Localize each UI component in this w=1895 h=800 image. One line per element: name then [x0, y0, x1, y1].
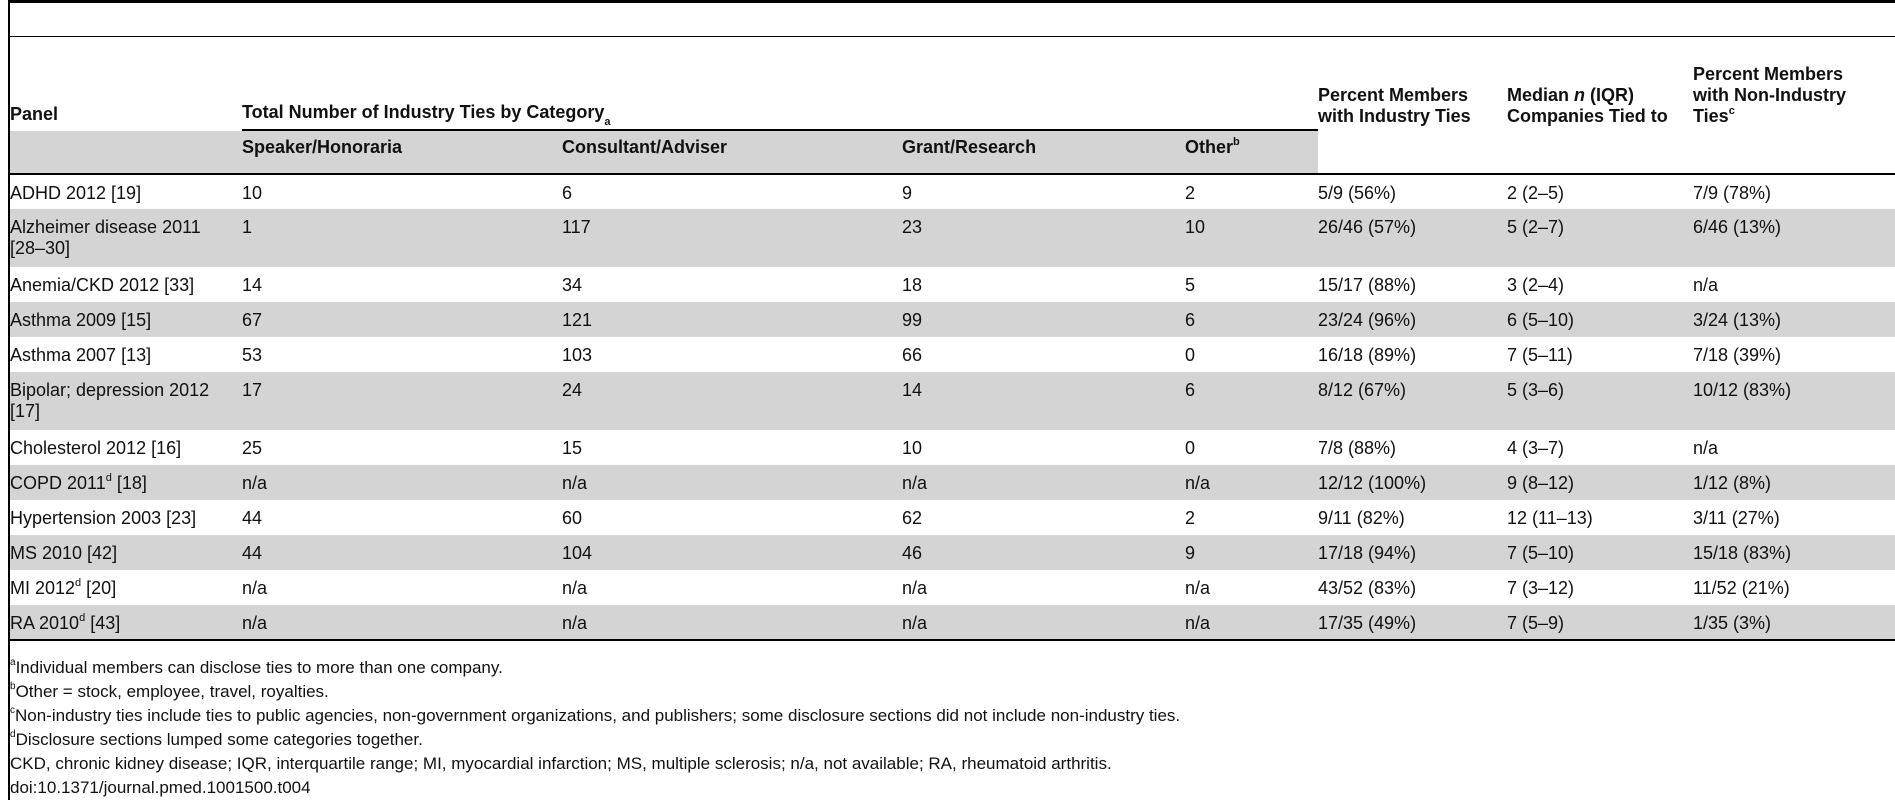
pct-industry-cell: 5/9 (56%): [1318, 183, 1397, 203]
table-row: [10, 174, 1895, 209]
footnote: $^d$Disclosure sections lumped some categories together.: [10, 729, 423, 749]
table-frame: [8, 0, 1895, 800]
consultant-cell: 103: [562, 345, 593, 365]
speaker-cell: n/a: [242, 578, 268, 598]
consultant-cell: n/a: [562, 605, 902, 640]
consultant-cell: 24: [562, 372, 902, 430]
pct-non-industry-cell: 11/52 (21%): [1693, 578, 1790, 598]
panel-cell: Anemia/CKD 2012 [33]: [10, 275, 195, 295]
header-row-1: [10, 37, 1895, 131]
footnote: $^a$Individual members can disclose ties to more than one company.: [10, 657, 503, 677]
pct-non-industry-cell: 3/24 (13%): [1693, 302, 1895, 337]
consultant-header: Consultant/Adviser: [562, 131, 902, 174]
speaker-cell: 25: [242, 438, 263, 458]
header-row-2-blank: [1693, 131, 1895, 174]
panel-cell: Cholesterol 2012 [16]: [10, 438, 182, 458]
header-row-2-blank: [1507, 131, 1693, 174]
pct-industry-cell: 7/8 (88%): [1318, 438, 1397, 458]
grant-cell: 66: [902, 345, 923, 365]
median-cell: 9 (8–12): [1507, 465, 1693, 500]
panel-cell: Asthma 2009 [15]: [10, 302, 242, 337]
grant-cell: 99: [902, 302, 1185, 337]
median-cell: 2 (2–5): [1507, 183, 1565, 203]
panel-cell: Bipolar; depression 2012 [17]: [10, 372, 242, 430]
pct-non-industry-cell: 7/18 (39%): [1693, 345, 1782, 365]
pct-industry-cell: 26/46 (57%): [1318, 209, 1507, 267]
table-row: [10, 337, 1895, 372]
grant-cell: 9: [902, 183, 913, 203]
table-row: [10, 267, 1895, 302]
header-row-2-blank: [1318, 131, 1507, 174]
median-cell: 12 (11–13): [1507, 508, 1593, 528]
other-cell: 0: [1185, 438, 1196, 458]
other-cell: 6: [1185, 372, 1318, 430]
other-header: Other$^b$: [1185, 131, 1318, 174]
table-row: [10, 570, 1895, 605]
pct-non-industry-cell: 3/11 (27%): [1693, 508, 1780, 528]
median-cell: 7 (5–9): [1507, 605, 1693, 640]
consultant-cell: 15: [562, 438, 583, 458]
footnote: $^b$Other = stock, employee, travel, royalties.: [10, 681, 329, 701]
grant-cell: 23: [902, 209, 1185, 267]
consultant-cell: 60: [562, 508, 583, 528]
median-cell: 5 (2–7): [1507, 209, 1693, 267]
pct-industry-cell: 15/17 (88%): [1318, 275, 1417, 295]
median-cell: 7 (3–12): [1507, 578, 1575, 598]
speaker-cell: n/a: [242, 605, 562, 640]
pct-non-industry-cell: 10/12 (83%): [1693, 372, 1895, 430]
median-cell: 6 (5–10): [1507, 302, 1693, 337]
pct-industry-header: Percent Members with Industry Ties: [1318, 85, 1471, 126]
grant-cell: 10: [902, 438, 923, 458]
speaker-cell: 17: [242, 372, 562, 430]
consultant-cell: 121: [562, 302, 902, 337]
footnote: $^c$Non-industry ties include ties to public agencies, non-government organizations, and publishers; some disclosure sections did not include non-industry ties.: [10, 705, 1181, 725]
panel-cell: Hypertension 2003 [23]: [10, 508, 197, 528]
consultant-cell: 117: [562, 209, 902, 267]
pct-industry-cell: 9/11 (82%): [1318, 508, 1405, 528]
table-row: [10, 500, 1895, 535]
grant-cell: 18: [902, 275, 923, 295]
panel-cell: MI 2012$^d$ [20]: [10, 577, 117, 598]
median-header: Median n (IQR) Companies Tied to: [1507, 85, 1668, 126]
pct-non-industry-header: Percent Members with Non-Industry Ties$^c$: [1693, 64, 1846, 126]
speaker-cell: 67: [242, 302, 562, 337]
panel-cell: MS 2010 [42]: [10, 535, 242, 570]
consultant-cell: 104: [562, 535, 902, 570]
pct-non-industry-cell: 1/12 (8%): [1693, 465, 1895, 500]
other-cell: 2: [1185, 183, 1196, 203]
category-group-header: Total Number of Industry Ties by Category $^a$: [242, 37, 1318, 131]
table-row: [10, 430, 1895, 465]
pct-non-industry-cell: 1/35 (3%): [1693, 605, 1895, 640]
pct-industry-cell: 17/18 (94%): [1318, 535, 1507, 570]
median-cell: 7 (5–11): [1507, 345, 1573, 365]
speaker-cell: 53: [242, 345, 263, 365]
table-row: [10, 372, 1895, 430]
top-rule: [10, 0, 1895, 3]
table-row: [10, 605, 1895, 640]
pct-industry-cell: 17/35 (49%): [1318, 605, 1507, 640]
pct-industry-cell: 16/18 (89%): [1318, 345, 1417, 365]
speaker-cell: 10: [242, 183, 263, 203]
speaker-cell: 44: [242, 535, 562, 570]
pct-non-industry-cell: n/a: [1693, 275, 1719, 295]
speaker-cell: 44: [242, 508, 263, 528]
other-cell: n/a: [1185, 578, 1211, 598]
other-cell: n/a: [1185, 465, 1318, 500]
header-row-2: [10, 131, 1895, 174]
median-cell: 7 (5–10): [1507, 535, 1693, 570]
table-footnotes: [10, 656, 1810, 800]
grant-cell: n/a: [902, 578, 928, 598]
pct-non-industry-cell: 15/18 (83%): [1693, 535, 1895, 570]
grant-header: Grant/Research: [902, 131, 1185, 174]
pct-non-industry-cell: 7/9 (78%): [1693, 183, 1772, 203]
other-cell: 9: [1185, 535, 1318, 570]
pct-industry-cell: 8/12 (67%): [1318, 372, 1507, 430]
speaker-cell: 1: [242, 209, 562, 267]
pct-industry-cell: 23/24 (96%): [1318, 302, 1507, 337]
panel-cell: COPD 2011$^d$ [18]: [10, 465, 242, 500]
panel-cell: ADHD 2012 [19]: [10, 183, 142, 203]
median-cell: 3 (2–4): [1507, 275, 1565, 295]
table-row: [10, 535, 1895, 570]
header-row-2-blank: [10, 131, 242, 174]
speaker-cell: n/a: [242, 465, 562, 500]
abbreviations-note: CKD, chronic kidney disease; IQR, interquartile range; MI, myocardial infarction; MS, multiple sclerosis; n/a, not available; RA, rheumatoid arthritis.: [10, 754, 1112, 773]
table-row: [10, 465, 1895, 500]
pct-non-industry-cell: n/a: [1693, 438, 1719, 458]
median-cell: 4 (3–7): [1507, 438, 1565, 458]
pct-non-industry-cell: 6/46 (13%): [1693, 209, 1895, 267]
consultant-cell: 34: [562, 275, 583, 295]
industry-ties-table: [10, 37, 1895, 641]
consultant-cell: n/a: [562, 578, 588, 598]
panel-header: Panel: [10, 104, 59, 124]
other-cell: 5: [1185, 275, 1196, 295]
doi-note: doi:10.1371/journal.pmed.1001500.t004: [10, 778, 311, 797]
table-row: [10, 209, 1895, 267]
consultant-cell: n/a: [562, 465, 902, 500]
table-row: [10, 302, 1895, 337]
grant-cell: 62: [902, 508, 923, 528]
other-cell: 2: [1185, 508, 1196, 528]
grant-cell: 14: [902, 372, 1185, 430]
grant-cell: 46: [902, 535, 1185, 570]
speaker-cell: 14: [242, 275, 263, 295]
other-cell: 10: [1185, 209, 1318, 267]
panel-cell: RA 2010$^d$ [43]: [10, 605, 242, 640]
panel-cell: Asthma 2007 [13]: [10, 345, 152, 365]
other-cell: n/a: [1185, 605, 1318, 640]
consultant-cell: 6: [562, 183, 573, 203]
other-cell: 6: [1185, 302, 1318, 337]
speaker-header: Speaker/Honoraria: [242, 131, 562, 174]
pct-industry-cell: 12/12 (100%): [1318, 465, 1507, 500]
other-cell: 0: [1185, 345, 1196, 365]
grant-cell: n/a: [902, 465, 1185, 500]
median-cell: 5 (3–6): [1507, 372, 1693, 430]
grant-cell: n/a: [902, 605, 1185, 640]
pct-industry-cell: 43/52 (83%): [1318, 578, 1417, 598]
panel-cell: Alzheimer disease 2011 [28–30]: [10, 209, 242, 267]
